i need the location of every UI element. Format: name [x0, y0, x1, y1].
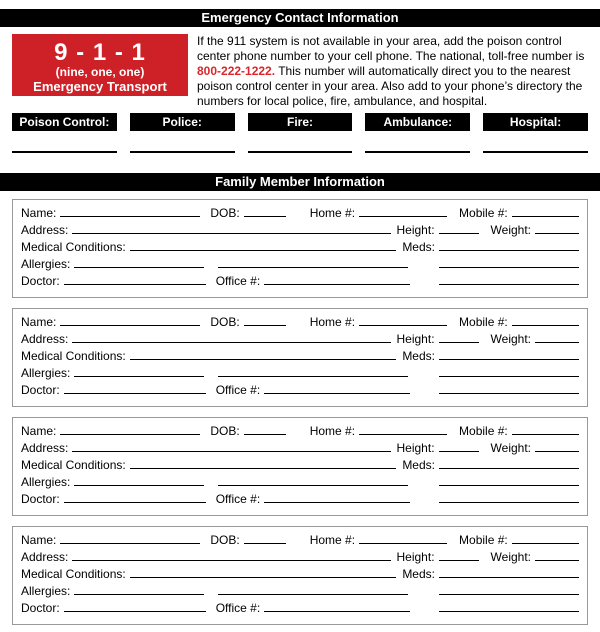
medical-conditions-label: Medical Conditions:: [21, 240, 126, 254]
height-field[interactable]: [439, 342, 479, 343]
emergency-numbers-label-row: [12, 113, 588, 131]
office-phone-field[interactable]: [264, 611, 410, 612]
poison-control-phone-number: 800-222-1222.: [197, 64, 276, 78]
weight-field[interactable]: [535, 451, 579, 452]
section-header-emergency: [0, 9, 600, 27]
emergency-section-title: Emergency Contact Information: [201, 10, 399, 25]
office-phone-label: Office #:: [215, 601, 261, 615]
medical-conditions-field[interactable]: [130, 468, 397, 469]
meds-field-continued[interactable]: [439, 267, 579, 268]
office-phone-label: Office #:: [215, 383, 261, 397]
office-phone-label: Office #:: [215, 274, 261, 288]
weight-label: Weight:: [490, 441, 531, 455]
medical-conditions-label: Medical Conditions:: [21, 458, 126, 472]
instructions-text-after: This number will automatically direct you to the nearest poison control center in your area. Also add to your phone’s directory the numbers for local police, fire, ambulance, and hospital.: [197, 64, 583, 108]
police-number-field[interactable]: [130, 151, 235, 153]
meds-label: Meds:: [402, 240, 435, 254]
home-phone-label: Home #:: [309, 206, 356, 220]
allergies-field[interactable]: [74, 376, 204, 377]
address-field[interactable]: [72, 560, 390, 561]
medical-conditions-label: Medical Conditions:: [21, 567, 126, 581]
meds-field-continued[interactable]: [439, 376, 579, 377]
home-phone-field[interactable]: [359, 434, 447, 435]
home-phone-label: Home #:: [309, 533, 356, 547]
address-field[interactable]: [72, 233, 390, 234]
name-label: Name:: [21, 533, 57, 547]
label-police: Police:: [130, 113, 235, 131]
medical-conditions-field[interactable]: [130, 359, 397, 360]
address-field[interactable]: [72, 451, 390, 452]
medical-conditions-field[interactable]: [130, 250, 397, 251]
name-field[interactable]: [60, 543, 200, 544]
badge-911-subtitle: Emergency Transport System: [33, 79, 167, 109]
name-field[interactable]: [60, 216, 200, 217]
family-member-card: [12, 417, 588, 516]
height-field[interactable]: [439, 233, 479, 234]
poison-control-number-field[interactable]: [12, 151, 117, 153]
family-member-list: [0, 199, 600, 625]
name-label: Name:: [21, 315, 57, 329]
dob-field[interactable]: [244, 543, 286, 544]
home-phone-field[interactable]: [359, 543, 447, 544]
home-phone-label: Home #:: [309, 315, 356, 329]
member-row-medical: [21, 458, 579, 475]
contact-info-section: [12, 34, 592, 109]
home-phone-field[interactable]: [359, 325, 447, 326]
allergies-field[interactable]: [74, 594, 204, 595]
member-row-doctor: [21, 492, 579, 509]
height-label: Height:: [396, 441, 435, 455]
allergies-field-continued[interactable]: [218, 376, 408, 377]
section-header-family: [0, 173, 600, 191]
doctor-label: Doctor:: [21, 601, 60, 615]
member-row-identity: [21, 315, 579, 332]
meds-field-continued-2[interactable]: [439, 611, 579, 612]
meds-label: Meds:: [402, 349, 435, 363]
height-field[interactable]: [439, 560, 479, 561]
member-row-doctor: [21, 383, 579, 400]
meds-field-continued[interactable]: [439, 485, 579, 486]
height-label: Height:: [396, 550, 435, 564]
height-label: Height:: [396, 332, 435, 346]
doctor-field[interactable]: [64, 611, 206, 612]
dob-label: DOB:: [210, 424, 240, 438]
label-poison-control: Poison Control:: [12, 113, 117, 131]
mobile-phone-label: Mobile #:: [459, 533, 508, 547]
member-row-address: [21, 441, 579, 458]
weight-label: Weight:: [490, 550, 531, 564]
member-row-address: [21, 550, 579, 567]
member-row-identity: [21, 424, 579, 441]
dob-label: DOB:: [210, 206, 240, 220]
allergies-label: Allergies:: [21, 475, 71, 489]
dob-field[interactable]: [244, 434, 286, 435]
family-member-card: [12, 199, 588, 298]
doctor-field[interactable]: [64, 284, 206, 285]
call-911-badge: [12, 34, 188, 109]
fire-number-field[interactable]: [248, 151, 353, 153]
family-member-card: [12, 526, 588, 625]
family-section-title: Family Member Information: [215, 174, 385, 189]
weight-label: Weight:: [490, 332, 531, 346]
mobile-phone-field[interactable]: [512, 434, 579, 435]
weight-label: Weight:: [490, 223, 531, 237]
member-row-medical: [21, 567, 579, 584]
label-hospital: Hospital:: [483, 113, 588, 131]
doctor-field[interactable]: [64, 502, 206, 503]
name-field[interactable]: [60, 325, 200, 326]
badge-911-number: 9 - 1 - 1: [54, 39, 146, 66]
meds-field[interactable]: [439, 468, 579, 469]
doctor-label: Doctor:: [21, 383, 60, 397]
meds-field[interactable]: [439, 359, 579, 360]
emergency-contact-form: [0, 9, 600, 625]
height-field[interactable]: [439, 451, 479, 452]
address-label: Address:: [21, 223, 69, 237]
member-row-identity: [21, 533, 579, 550]
allergies-label: Allergies:: [21, 366, 71, 380]
doctor-field[interactable]: [64, 393, 206, 394]
meds-field-continued-2[interactable]: [439, 393, 579, 394]
meds-field-continued-2[interactable]: [439, 502, 579, 503]
weight-field[interactable]: [535, 233, 579, 234]
meds-field[interactable]: [439, 250, 579, 251]
address-label: Address:: [21, 332, 69, 346]
member-row-allergies: [21, 366, 579, 383]
mobile-phone-label: Mobile #:: [459, 315, 508, 329]
allergies-label: Allergies:: [21, 257, 71, 271]
allergies-field[interactable]: [74, 485, 204, 486]
badge-911-words: (nine, one, one): [55, 65, 145, 79]
dob-field[interactable]: [244, 325, 286, 326]
office-phone-field[interactable]: [264, 284, 410, 285]
mobile-phone-label: Mobile #:: [459, 206, 508, 220]
height-label: Height:: [396, 223, 435, 237]
member-row-doctor: [21, 601, 579, 618]
member-row-medical: [21, 349, 579, 366]
meds-field[interactable]: [439, 577, 579, 578]
allergies-field-continued[interactable]: [218, 485, 408, 486]
member-row-doctor: [21, 274, 579, 291]
name-label: Name:: [21, 424, 57, 438]
allergies-field-continued[interactable]: [218, 594, 408, 595]
address-label: Address:: [21, 441, 69, 455]
label-fire: Fire:: [248, 113, 353, 131]
home-phone-label: Home #:: [309, 424, 356, 438]
member-row-address: [21, 223, 579, 240]
office-phone-field[interactable]: [264, 393, 410, 394]
address-label: Address:: [21, 550, 69, 564]
allergies-field-continued[interactable]: [218, 267, 408, 268]
mobile-phone-field[interactable]: [512, 216, 579, 217]
medical-conditions-label: Medical Conditions:: [21, 349, 126, 363]
mobile-phone-field[interactable]: [512, 543, 579, 544]
address-field[interactable]: [72, 342, 390, 343]
meds-field-continued-2[interactable]: [439, 284, 579, 285]
member-row-allergies: [21, 584, 579, 601]
weight-field[interactable]: [535, 342, 579, 343]
poison-control-instructions: [197, 34, 592, 109]
dob-label: DOB:: [210, 315, 240, 329]
member-row-address: [21, 332, 579, 349]
office-phone-field[interactable]: [264, 502, 410, 503]
dob-label: DOB:: [210, 533, 240, 547]
mobile-phone-label: Mobile #:: [459, 424, 508, 438]
instructions-text-before: If the 911 system is not available in your area, add the poison control center phone number to your cell phone. The national, toll-free number is: [197, 34, 585, 63]
meds-field-continued[interactable]: [439, 594, 579, 595]
weight-field[interactable]: [535, 560, 579, 561]
allergies-field[interactable]: [74, 267, 204, 268]
label-ambulance: Ambulance:: [365, 113, 470, 131]
member-row-allergies: [21, 475, 579, 492]
family-member-card: [12, 308, 588, 407]
member-row-medical: [21, 240, 579, 257]
mobile-phone-field[interactable]: [512, 325, 579, 326]
member-row-allergies: [21, 257, 579, 274]
doctor-label: Doctor:: [21, 274, 60, 288]
member-row-identity: [21, 206, 579, 223]
office-phone-label: Office #:: [215, 492, 261, 506]
allergies-label: Allergies:: [21, 584, 71, 598]
doctor-label: Doctor:: [21, 492, 60, 506]
hospital-number-field[interactable]: [483, 151, 588, 153]
meds-label: Meds:: [402, 458, 435, 472]
home-phone-field[interactable]: [359, 216, 447, 217]
ambulance-number-field[interactable]: [365, 151, 470, 153]
meds-label: Meds:: [402, 567, 435, 581]
emergency-numbers-field-row: [12, 151, 588, 153]
dob-field[interactable]: [244, 216, 286, 217]
name-field[interactable]: [60, 434, 200, 435]
medical-conditions-field[interactable]: [130, 577, 397, 578]
name-label: Name:: [21, 206, 57, 220]
